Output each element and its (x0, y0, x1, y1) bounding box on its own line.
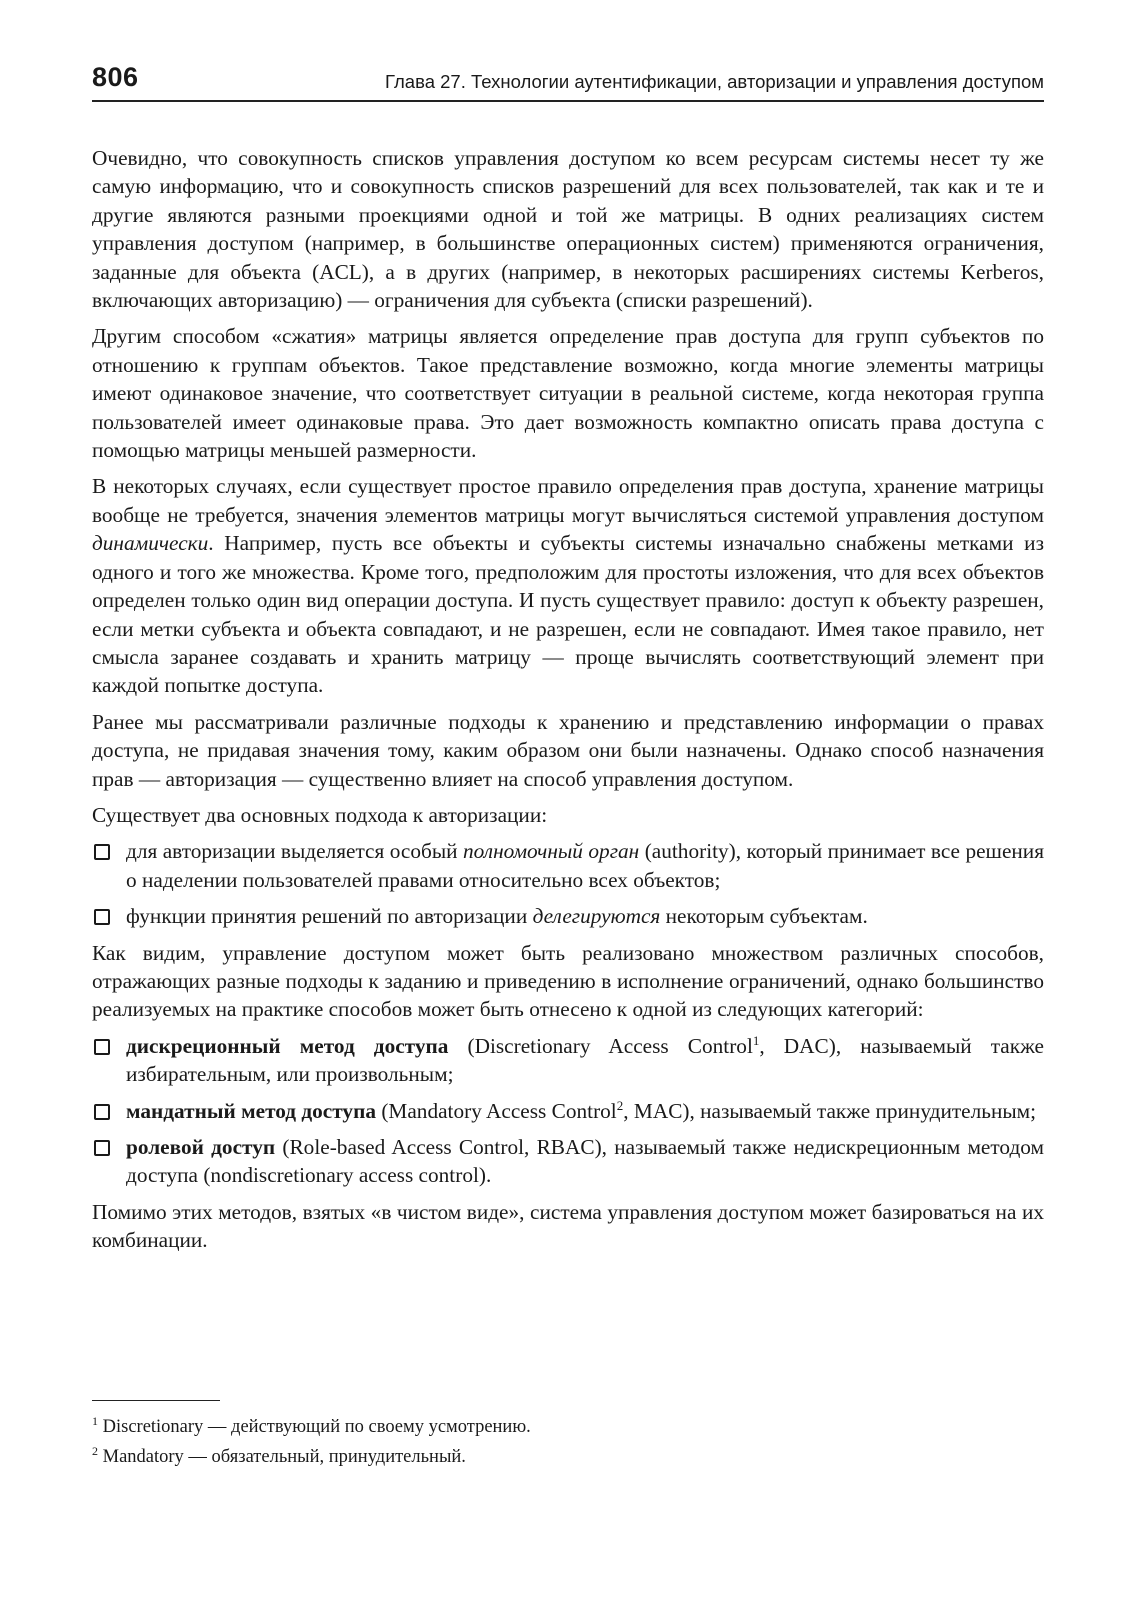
list-item-text: (Role-based Access Control, RBAC), называемый также недискреционным методом доступа (nondiscretionary access control). (126, 1135, 1044, 1188)
term-dac: дискреционный метод доступа (126, 1033, 449, 1058)
emphasis-delegated: делегируются (532, 904, 661, 929)
paragraph-3-text: В некоторых случаях, если существует простое правило определения прав доступа, хранение матрицы вообще не требуется, значения элементов матрицы могут вычисляться системой управления доступом (92, 474, 1044, 527)
checkbox-bullet-icon (94, 1039, 110, 1055)
list-item (92, 1097, 1044, 1125)
access-control-methods-list (92, 1032, 1044, 1190)
list-item (92, 1032, 1044, 1089)
footnote-1 (92, 1414, 1044, 1440)
footnote-ref: 2 (616, 1097, 624, 1113)
paragraph-3-text-cont: . Например, пусть все объекты и субъекты системы изначально снабжены метками из одного и того же множества. Кроме того, предположим для простоты изложения, что для всех объектов определен только один вид операции доступа. И пусть существует правило: доступ к объекту разрешен, если метки субъекта и объекта совпадают, и не разрешен, если не совпадают. Имея такое правило, нет смысла заранее создавать и хранить матрицу — проще вычислять соответствующий элемент при каждой попытке доступа. (92, 531, 1044, 698)
list-item-text-cont: , DAC), называемый также избирательным, или произвольным; (126, 1033, 1044, 1087)
paragraph-2: Другим способом «сжатия» матрицы является определение прав доступа для групп субъектов по отношению к группам объектов. Такое представление возможно, когда многие элементы матрицы имеют одинаковое значение, что соответствует ситуации в реальной системе, когда некоторая группа пользователей имеет одинаковые права. Это дает возможность компактно описать права доступа с помощью матрицы меньшей размерности. (92, 324, 1044, 463)
page-header (92, 62, 1044, 102)
list-item-text: для авторизации выделяется особый (126, 839, 464, 864)
running-title: Глава 27. Технологии аутентификации, авторизации и управления доступом (385, 71, 1044, 92)
list-item (92, 902, 1044, 930)
checkbox-bullet-icon (94, 909, 110, 925)
list-item-text: функции принятия решений по авторизации (126, 904, 533, 929)
footnotes (92, 1414, 1044, 1474)
list-item-text-cont: некоторым субъектам. (660, 904, 868, 929)
checkbox-bullet-icon (94, 844, 110, 860)
list-item-text: (Mandatory Access Control (376, 1098, 617, 1123)
footnote-mark: 2 (92, 1443, 98, 1458)
paragraph-4: Ранее мы рассматривали различные подходы к хранению и представлению информации о правах доступа, не придавая значения тому, каким образом они были назначены. Однако способ назначения прав — авторизация — существенно влияет на способ управления доступом. (92, 709, 1044, 791)
page-number: 806 (92, 62, 139, 92)
list-item-text-cont: , MAC), называемый также принудительным; (623, 1098, 1037, 1123)
paragraph-3 (92, 472, 1044, 699)
paragraph-1: Очевидно, что совокупность списков управления доступом ко всем ресурсам системы несет ту же самую информацию, что и совокупность списков разрешений для всех пользователей, так как и те и другие являются разными проекциями одной и той же матрицы. В одних реализациях систем управления доступом (например, в большинстве операционных систем) применяются ограничения, заданные для объекта (ACL), а в других (например, в некоторых расширениях системы Kerberos, включающих авторизацию) — ограничения для субъекта (списки разрешений). (92, 146, 1044, 313)
authorization-approaches-list (92, 837, 1044, 930)
emphasis-dynamic: динамически (92, 531, 209, 556)
footnote-mark: 1 (92, 1413, 98, 1428)
main-text (92, 144, 1044, 1263)
emphasis-authority: полномочный орган (463, 839, 640, 864)
list-item-text-cont: (authority), который принимает все решения о наделении пользователей правами относительно всех объектов; (126, 839, 1044, 892)
footnote-2 (92, 1444, 1044, 1470)
checkbox-bullet-icon (94, 1104, 110, 1120)
paragraph-7: Помимо этих методов, взятых «в чистом виде», система управления доступом может базироваться на их комбинации. (92, 1199, 1044, 1253)
footnote-text: Discretionary — действующий по своему усмотрению. (98, 1417, 531, 1437)
paragraph-6: Как видим, управление доступом может быть реализовано множеством различных способов, отражающих разные подходы к заданию и приведению в исполнение ограничений, однако большинство реализуемых на практике способов может быть отнесено к одной из следующих категорий: (92, 940, 1044, 1022)
footnote-text: Mandatory — обязательный, принудительный. (98, 1447, 466, 1467)
checkbox-bullet-icon (94, 1140, 110, 1156)
term-rbac: ролевой доступ (126, 1135, 276, 1159)
list-item (92, 1133, 1044, 1190)
footnote-divider (92, 1400, 220, 1401)
list-item-text: (Discretionary Access Control (448, 1033, 753, 1058)
list-item (92, 837, 1044, 894)
paragraph-5: Существует два основных подхода к авторизации: (92, 802, 548, 827)
term-mac: мандатный метод доступа (126, 1098, 376, 1123)
footnote-ref: 1 (752, 1032, 760, 1048)
